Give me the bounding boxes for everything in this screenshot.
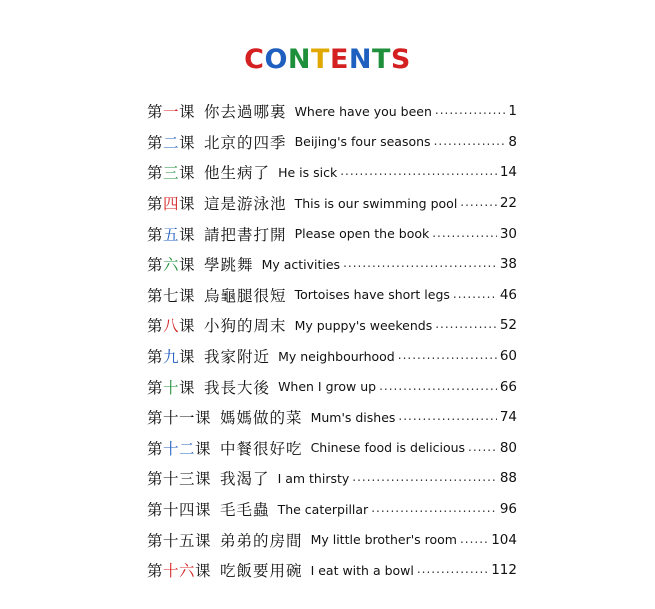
english-title: The caterpillar — [277, 501, 369, 517]
chinese-title: 學跳舞 — [204, 256, 254, 275]
lesson-prefix: 第 — [147, 256, 164, 275]
page-number: 14 — [499, 164, 517, 181]
lesson-number — [147, 345, 195, 367]
lesson-number — [147, 498, 211, 520]
lesson-suffix: 课 — [179, 348, 196, 367]
english-title: My puppy's weekends — [294, 317, 433, 333]
lesson-suffix: 课 — [195, 531, 212, 550]
lesson-number — [147, 437, 211, 459]
toc-entry — [147, 96, 517, 127]
lesson-prefix: 第 — [147, 164, 164, 183]
page-number: 66 — [499, 378, 517, 395]
lesson-numeral: 一 — [163, 103, 180, 122]
lesson-numeral: 十三 — [163, 470, 196, 489]
chinese-title: 你去過哪裏 — [204, 103, 287, 122]
lesson-prefix: 第 — [147, 562, 164, 581]
dot-leader — [379, 379, 497, 393]
toc-entry — [147, 494, 517, 525]
page-number: 22 — [499, 195, 517, 212]
lesson-prefix: 第 — [147, 378, 164, 397]
lesson-suffix: 课 — [195, 470, 212, 489]
lesson-numeral: 十四 — [163, 501, 196, 520]
english-title: This is our swimming pool — [294, 195, 458, 211]
lesson-suffix: 课 — [179, 256, 196, 275]
dot-leader — [398, 348, 497, 362]
page-number: 30 — [499, 225, 517, 242]
lesson-suffix: 课 — [179, 225, 196, 244]
lesson-numeral: 十二 — [163, 439, 196, 458]
lesson-number — [147, 223, 195, 245]
lesson-suffix: 课 — [179, 195, 196, 214]
toc-entry — [147, 157, 517, 188]
dot-leader — [417, 562, 488, 576]
lesson-number — [147, 376, 195, 398]
english-title: He is sick — [278, 164, 338, 180]
lesson-prefix: 第 — [147, 225, 164, 244]
page-number: 80 — [499, 439, 517, 456]
lesson-number — [147, 467, 211, 489]
contents-heading — [0, 44, 655, 75]
lesson-suffix: 课 — [179, 133, 196, 152]
chinese-title: 我家附近 — [204, 348, 271, 367]
english-title: My neighbourhood — [278, 348, 395, 364]
dot-leader — [435, 317, 497, 331]
english-title: I eat with a bowl — [310, 562, 414, 578]
chinese-title: 我渴了 — [220, 470, 270, 489]
lesson-prefix: 第 — [147, 531, 164, 550]
lesson-suffix: 课 — [195, 562, 212, 581]
chinese-title: 中餐很好吃 — [220, 439, 303, 458]
chinese-title: 請把書打開 — [204, 225, 287, 244]
lesson-prefix: 第 — [147, 501, 164, 520]
chinese-title: 弟弟的房間 — [220, 531, 303, 550]
lesson-prefix: 第 — [147, 409, 164, 428]
dot-leader — [453, 287, 497, 301]
page-number: 1 — [508, 103, 517, 120]
lesson-number — [147, 314, 195, 336]
lesson-suffix: 课 — [195, 501, 212, 520]
dot-leader — [340, 164, 497, 178]
lesson-numeral: 九 — [163, 348, 180, 367]
lesson-prefix: 第 — [147, 286, 164, 305]
heading-letter: S — [390, 44, 411, 75]
page-number: 52 — [499, 317, 517, 334]
toc-entry — [147, 402, 517, 433]
lesson-numeral: 三 — [163, 164, 180, 183]
chinese-title: 這是游泳池 — [204, 195, 287, 214]
lesson-number — [147, 284, 195, 306]
lesson-number — [147, 253, 195, 275]
lesson-prefix: 第 — [147, 317, 164, 336]
toc-entry — [147, 524, 517, 555]
chinese-title: 小狗的周末 — [204, 317, 287, 336]
lesson-numeral: 八 — [163, 317, 180, 336]
chinese-title: 我長大後 — [204, 378, 271, 397]
english-title: Tortoises have short legs — [294, 287, 450, 303]
dot-leader — [371, 501, 497, 515]
english-title: I am thirsty — [277, 470, 350, 486]
heading-letter: N — [348, 44, 372, 75]
dot-leader — [460, 532, 488, 546]
english-title: Beijing's four seasons — [294, 134, 431, 150]
lesson-suffix: 课 — [195, 439, 212, 458]
chinese-title: 他生病了 — [204, 164, 271, 183]
lesson-number — [147, 131, 195, 153]
dot-leader — [432, 226, 497, 240]
toc-entry — [147, 127, 517, 158]
page-number: 8 — [508, 133, 517, 150]
dot-leader — [460, 195, 497, 209]
english-title: My activities — [261, 256, 341, 272]
dot-leader — [398, 409, 496, 423]
lesson-numeral: 十 — [163, 378, 180, 397]
toc-entry — [147, 249, 517, 280]
lesson-suffix: 课 — [179, 103, 196, 122]
page-number: 104 — [491, 531, 517, 548]
lesson-prefix: 第 — [147, 439, 164, 458]
toc-entry — [147, 341, 517, 372]
lesson-numeral: 七 — [163, 286, 180, 305]
lesson-suffix: 课 — [179, 286, 196, 305]
lesson-suffix: 课 — [179, 378, 196, 397]
english-title: Please open the book — [294, 226, 430, 242]
heading-letter: C — [244, 44, 265, 75]
lesson-numeral: 十五 — [163, 531, 196, 550]
page-number: 74 — [499, 409, 517, 426]
heading-letter: N — [287, 44, 312, 75]
chinese-title: 烏龜腿很短 — [204, 286, 287, 305]
toc-entry — [147, 555, 517, 586]
heading-letter: E — [329, 44, 349, 75]
toc-entry — [147, 463, 517, 494]
dot-leader — [468, 440, 497, 454]
english-title: Mum's dishes — [310, 409, 396, 425]
lesson-prefix: 第 — [147, 133, 164, 152]
lesson-numeral: 二 — [163, 133, 180, 152]
dot-leader — [435, 103, 506, 117]
lesson-numeral: 五 — [163, 225, 180, 244]
toc-entry — [147, 433, 517, 464]
lesson-prefix: 第 — [147, 348, 164, 367]
page-number: 88 — [499, 470, 517, 487]
lesson-suffix: 课 — [195, 409, 212, 428]
lesson-number — [147, 559, 211, 581]
dot-leader — [343, 256, 497, 270]
lesson-numeral: 十六 — [163, 562, 196, 581]
chinese-title: 吃飯要用碗 — [220, 562, 303, 581]
lesson-numeral: 四 — [163, 195, 180, 214]
chinese-title: 媽媽做的菜 — [220, 409, 303, 428]
page-number: 96 — [499, 501, 517, 518]
dot-leader — [352, 470, 497, 484]
english-title: When I grow up — [278, 379, 377, 395]
toc-entry — [147, 218, 517, 249]
lesson-suffix: 课 — [179, 317, 196, 336]
toc-entry — [147, 371, 517, 402]
page-number: 46 — [499, 286, 517, 303]
heading-letter: O — [264, 44, 288, 75]
toc-entry — [147, 280, 517, 311]
lesson-numeral: 六 — [163, 256, 180, 275]
toc-entry — [147, 310, 517, 341]
lesson-suffix: 课 — [179, 164, 196, 183]
lesson-numeral: 十一 — [163, 409, 196, 428]
lesson-number — [147, 529, 211, 551]
lesson-prefix: 第 — [147, 103, 164, 122]
heading-letter: T — [372, 44, 391, 75]
heading-letter: T — [311, 44, 330, 75]
lesson-number — [147, 100, 195, 122]
page-number: 60 — [499, 348, 517, 365]
page-number: 112 — [491, 562, 517, 579]
lesson-prefix: 第 — [147, 195, 164, 214]
lesson-number — [147, 161, 195, 183]
lesson-prefix: 第 — [147, 470, 164, 489]
english-title: Chinese food is delicious — [310, 440, 466, 456]
lesson-number — [147, 406, 211, 428]
lesson-number — [147, 192, 195, 214]
page-number: 38 — [499, 256, 517, 273]
chinese-title: 北京的四季 — [204, 133, 287, 152]
chinese-title: 毛毛蟲 — [220, 501, 270, 520]
english-title: Where have you been — [294, 103, 432, 119]
toc-entry — [147, 188, 517, 219]
toc-list — [147, 96, 517, 586]
english-title: My little brother's room — [310, 532, 457, 548]
dot-leader — [434, 134, 506, 148]
